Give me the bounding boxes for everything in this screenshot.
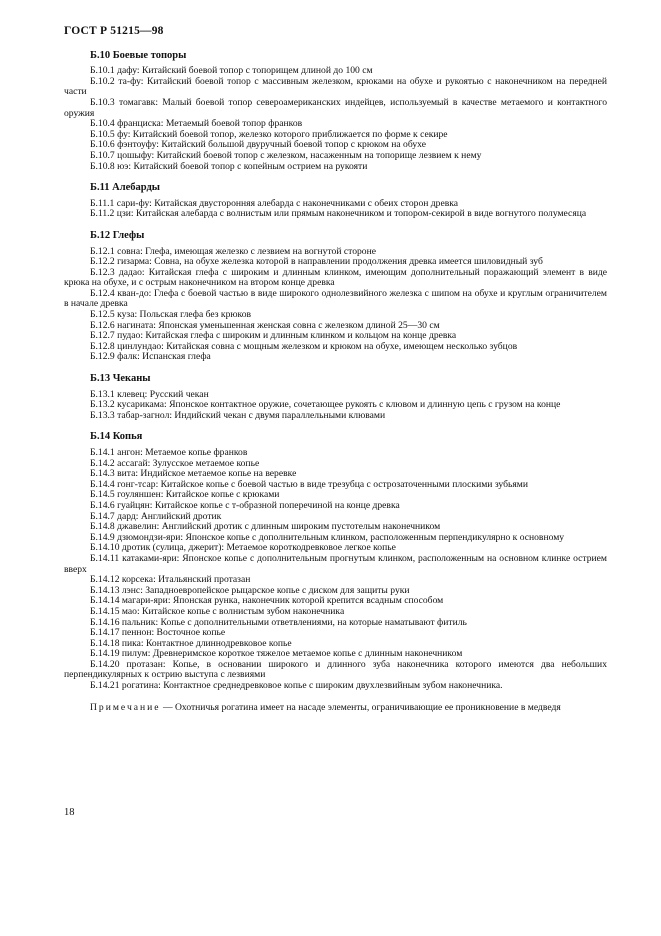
definition-item: Б.10.8 юэ: Китайский боевой топор с копейным острием на рукояти [90, 160, 368, 172]
definition-item: Б.14.20 протазан: Копье, в основании широкого и длинного зуба наконечника которого имеются два небольших перпендикулярных к острию выступа с лезвиями [64, 658, 607, 681]
definition-item: Б.10.6 фэнтоуфу: Китайский большой двуручный боевой топор с крюком на обухе [90, 139, 426, 151]
section-title: Б.11 Алебарды [90, 182, 160, 194]
section [64, 51, 607, 173]
document-header: ГОСТ Р 51215—98 [64, 25, 164, 37]
definition-item: Б.12.5 куза: Польская глефа без крюков [90, 309, 252, 321]
definition-item: Б.14.6 гуайцян: Китайское копье с т-образной поперечиной на конце древка [90, 499, 400, 511]
section-title: Б.12 Глефы [90, 229, 145, 241]
definition-item: Б.14.8 джавелин: Английский дротик с длинным широким пустотелым наконечником [90, 521, 441, 533]
definition-item: Б.14.18 пика: Контактное длиннодревковое копье [90, 637, 292, 649]
section-title: Б.14 Копья [90, 431, 143, 443]
section [64, 432, 607, 691]
definition-item: Б.14.14 магари-яри: Японская рунка, наконечник которой крепится вcадным способом [90, 595, 444, 607]
definition-item: Б.14.3 вита: Индийское метаемое копье на веревке [90, 468, 297, 480]
section [64, 231, 607, 363]
section-title: Б.13 Чеканы [90, 373, 151, 385]
definition-item: Б.14.17 пеннон: Восточное копье [90, 627, 226, 639]
definition-item: Б.10.1 дафу: Китайский боевой топор с топорищем длиной до 100 см [90, 65, 373, 77]
definition-item: Б.12.2 гизарма: Совна, на обухе железка которой в направлении продолжения древка имеется шиловидный зуб [90, 256, 543, 268]
section-title: Б.10 Боевые топоры [90, 49, 187, 61]
definition-item: Б.12.1 совна: Глефа, имеющая железко с лезвием на вогнутой стороне [90, 245, 376, 257]
definition-item: Б.12.4 кван-до: Глефа с боевой частью в виде широкого однолезвийного железка с шипом на обухе и круглым ограничителем в начале древка [64, 287, 607, 310]
definition-item: Б.10.7 цошыфу: Китайский боевой топор с железком, насаженным на топорище лезвием к нему [90, 149, 482, 161]
note-paragraph [64, 703, 607, 714]
definition-item: Б.12.3 дадао: Китайская глефа с широким и длинным клинком, имеющим дополнительный поражающий элемент в виде крюка на обухе, и с острым наконечником на втором конце древка [64, 266, 607, 289]
definition-item: Б.10.2 та-фу: Китайский боевой топор с массивным железком, крюками на обухе и рукоятью с наконечником на передней части [64, 75, 607, 98]
note-text: — Охотничья рогатина имеет на насаде элементы, ограничивающие ее проникновение в медведя [160, 701, 561, 713]
definition-item: Б.11.1 сари-фу: Китайская двусторонняя алебарда с наконечниками с обеих сторон древка [90, 197, 459, 209]
definition-item: Б.12.6 нагината: Японская уменьшенная женская совна с железком длиной 25—30 см [90, 319, 440, 331]
definition-item: Б.14.12 корсека: Итальянский протазан [90, 574, 251, 586]
definition-item: Б.10.5 фу: Китайский боевой топор, железко которого приближается по форме к секире [90, 128, 448, 140]
definition-item: Б.12.8 цинлундао: Китайская совна с мощным железком и крюком на обухе, имеющем несколько зубцов [90, 340, 518, 352]
definition-item: Б.14.4 гонг-тсар: Китайское копье с боевой частью в виде трезубца с острозаточенными плоскими зубьями [90, 478, 528, 490]
definition-item: Б.13.2 кусарикама: Японское контактное оружие, сочетающее рукоять с клювом и длинную цепь с грузом на конце [90, 399, 561, 411]
definition-item: Б.14.21 рогатина: Контактное среднедревковое копье с широким двухлезвийным зубом наконечника. [90, 680, 503, 692]
sections-container [64, 51, 607, 692]
definition-item: Б.14.7 дард: Английский дротик [90, 510, 222, 522]
definition-item: Б.14.9 дзюмондзи-яри: Японское копье с дополнительным клинком, расположенным перпендикулярно к основному [90, 531, 565, 543]
page-number: 18 [64, 807, 75, 818]
definition-item: Б.14.10 дротик (сулица, джерит): Метаемое короткодревковое легкое копье [90, 542, 396, 554]
definition-item: Б.14.2 ассагай: Зулусское метаемое копье [90, 457, 260, 469]
definition-item: Б.14.1 ангон: Метаемое копье франков [90, 447, 248, 458]
definition-item: Б.13.3 табар-загнол: Индийский чекан с двумя параллельными клювами [90, 409, 386, 421]
section [64, 183, 607, 220]
definition-item: Б.10.4 франциска: Метаемый боевой топор франков [90, 118, 303, 130]
definition-item: Б.10.3 томагавк: Малый боевой топор североамериканских индейцев, используемый в качестве метаемого и контактного оружия [64, 96, 607, 119]
section [64, 374, 607, 421]
definition-item: Б.12.9 фалк: Испанская глефа [90, 351, 211, 363]
definition-item: Б.14.16 пальник: Копье с дополнительными ответвлениями, на которые наматывают фитиль [90, 616, 467, 628]
definition-item: Б.12.7 пудао: Китайская глефа с широким и длинным клинком и кольцом на конце древка [90, 330, 457, 342]
definition-item: Б.14.11 катаками-яри: Японское копье с дополнительным прогнутым клинком, расположенным на основном клинке острием вверх [64, 552, 607, 575]
definition-item: Б.11.2 цзи: Китайская алебарда с волнистым или прямым наконечником и топором-секирой в виде вогнутого полумесяца [90, 208, 587, 220]
definition-item: Б.14.19 пилум: Древнеримское короткое тяжелое метаемое копье с длинным наконечником [90, 648, 463, 660]
definition-item: Б.14.15 мао: Китайское копье с волнистым зубом наконечника [90, 605, 345, 617]
definition-item: Б.14.13 лэнс: Западноевропейское рыцарское копье с диском для защиты руки [90, 584, 410, 596]
note-label: Примечание [90, 701, 161, 713]
definition-item: Б.13.1 клевец: Русский чекан [90, 388, 209, 400]
definition-item: Б.14.5 гоуляншен: Китайское копье с крюками [90, 489, 280, 501]
